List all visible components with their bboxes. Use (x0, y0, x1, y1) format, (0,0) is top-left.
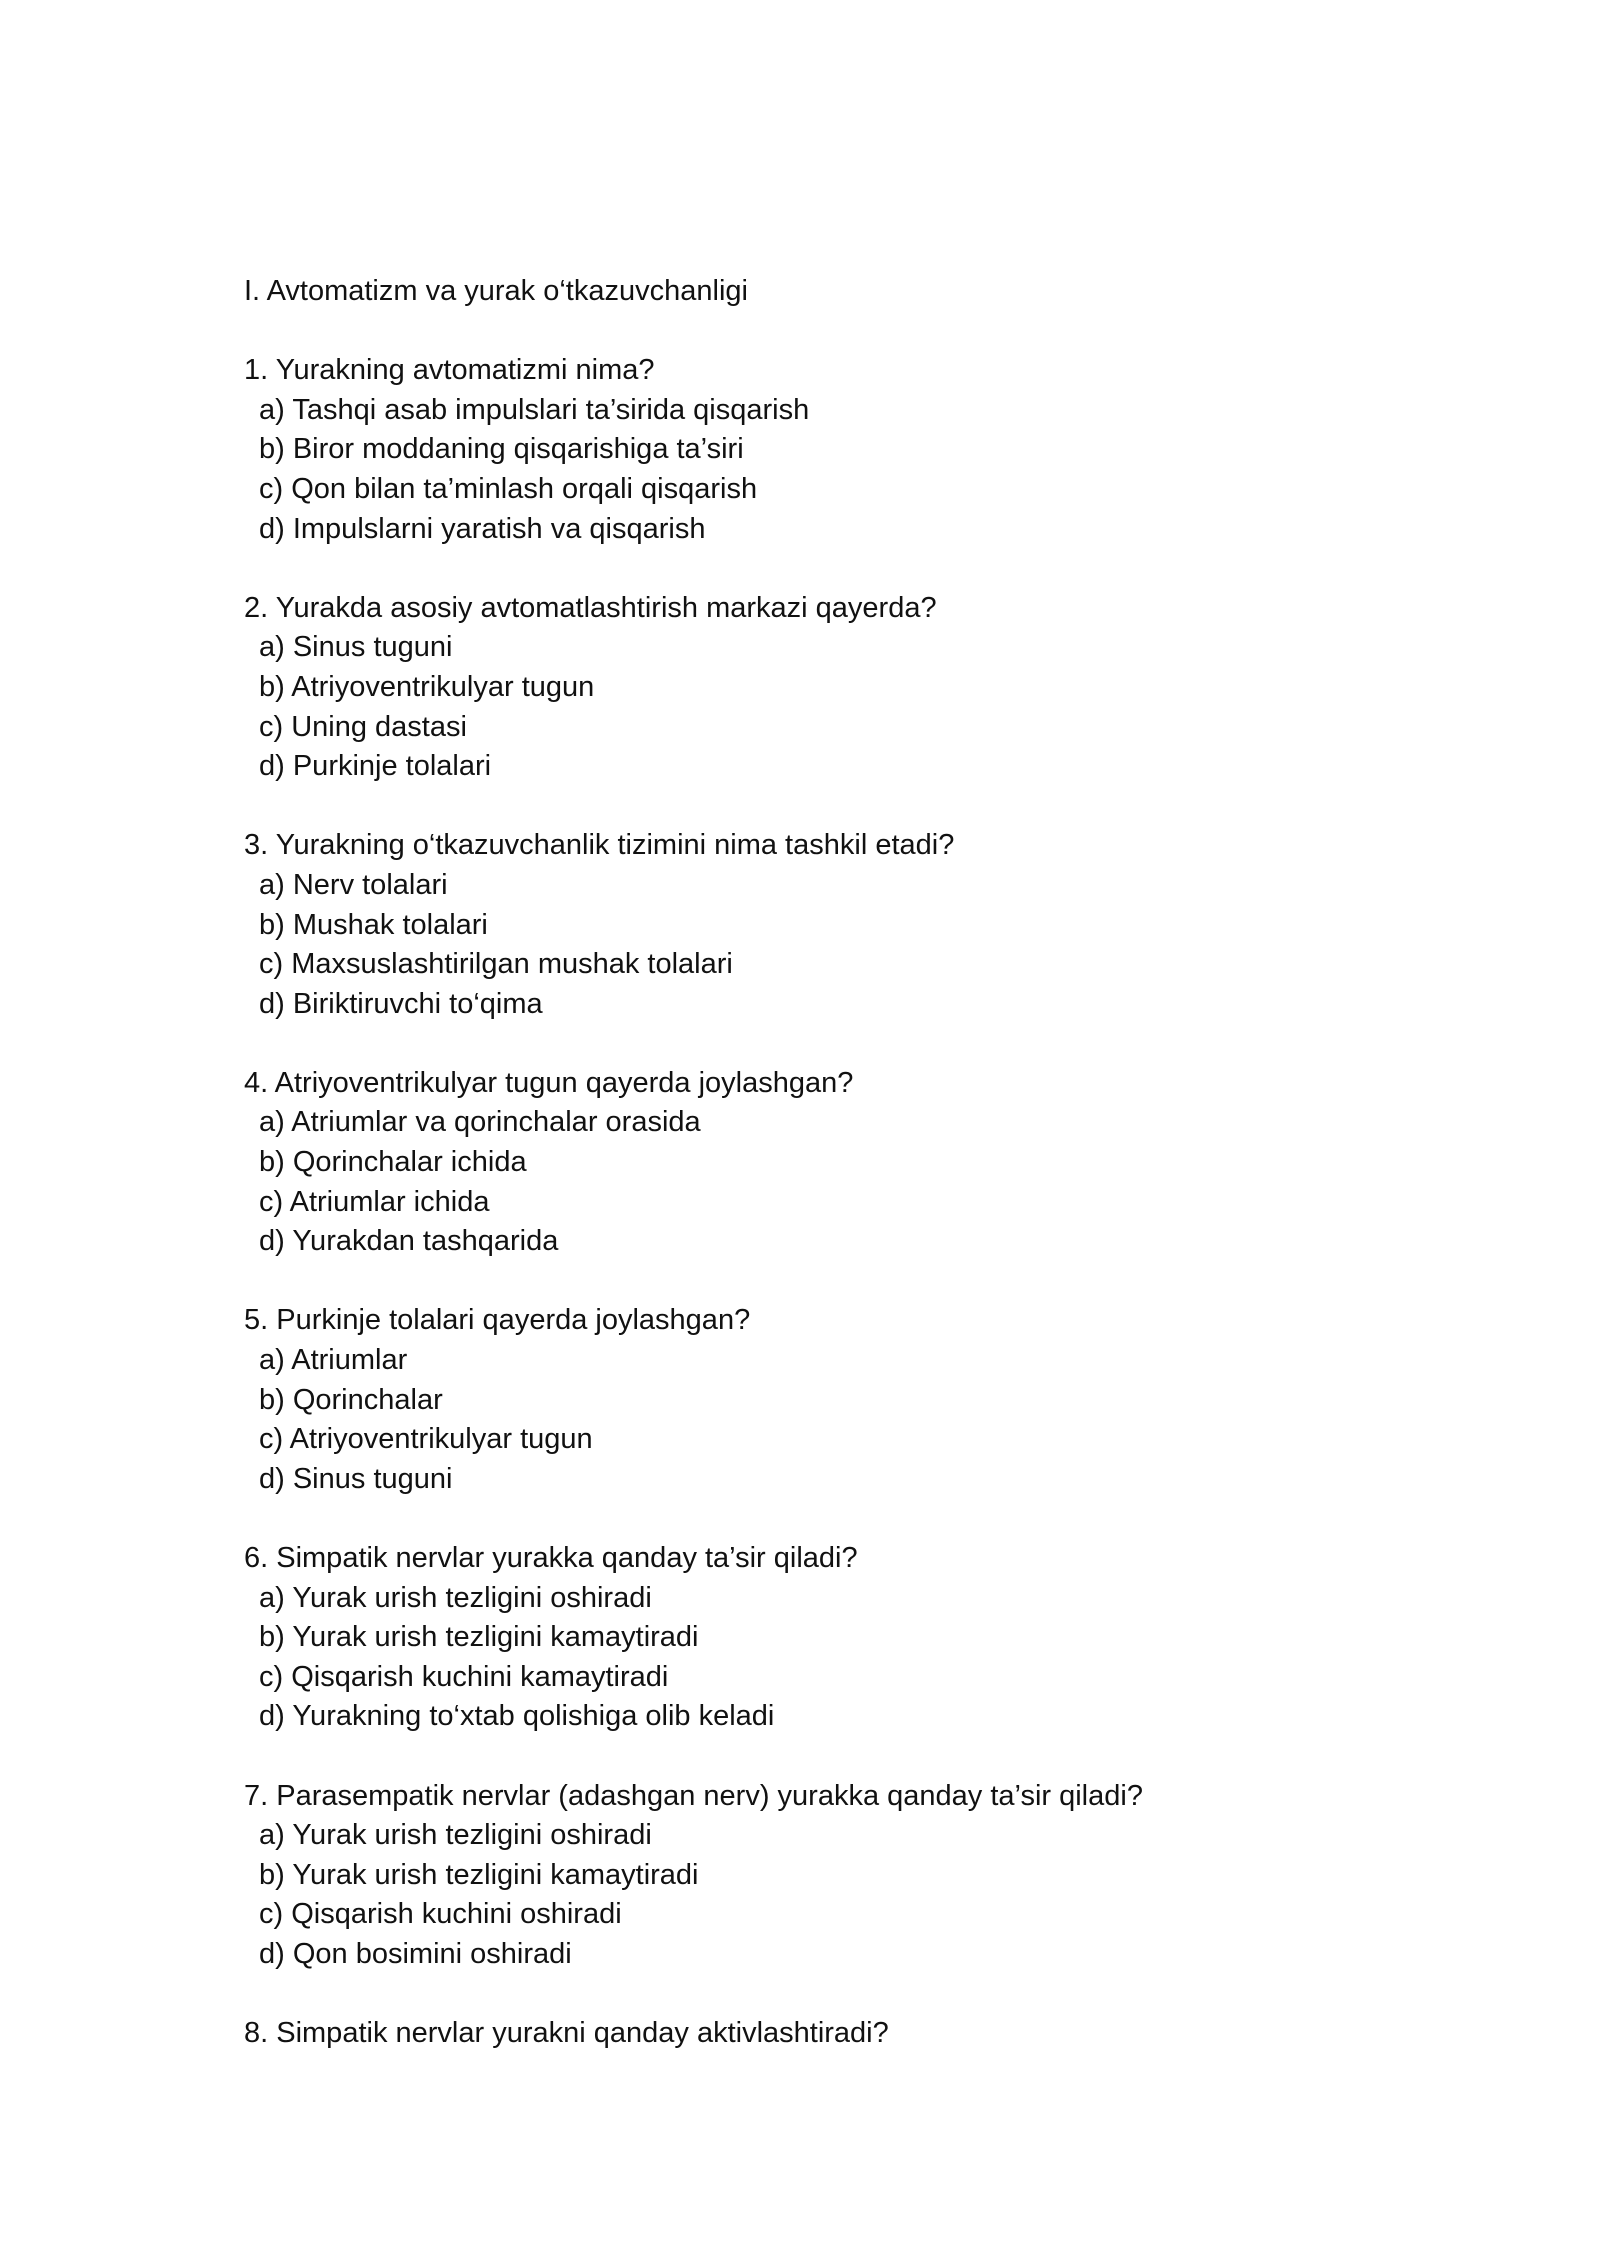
answer-option-b: b) Yurak urish tezligini kamaytiradi (259, 1621, 699, 1654)
answer-option-b: b) Yurak urish tezligini kamaytiradi (259, 1858, 699, 1891)
answer-option-b: b) Qorinchalar (259, 1383, 443, 1416)
question-text: 6. Simpatik nervlar yurakka qanday ta’sir qiladi? (244, 1542, 858, 1574)
spacer (244, 787, 1480, 827)
answer-option-d: d) Biriktiruvchi to‘qima (259, 987, 543, 1020)
answer-option-a: a) Tashqi asab impulslari ta’sirida qisqarish (259, 393, 810, 426)
answer-option-c: c) Qon bilan ta’minlash orqali qisqarish (259, 472, 758, 505)
question-block-3 (244, 826, 1480, 1024)
spacer (244, 312, 1480, 352)
answer-option-d: d) Sinus tuguni (259, 1462, 453, 1495)
answer-option-d: d) Yurakdan tashqarida (259, 1225, 559, 1258)
answer-option-a: a) Atriumlar (259, 1344, 408, 1377)
question-block-1 (244, 351, 1480, 549)
answer-option-a: a) Yurak urish tezligini oshiradi (259, 1819, 652, 1852)
section-title: I. Avtomatizm va yurak o‘tkazuvchanligi (244, 275, 748, 307)
answer-option-c: c) Qisqarish kuchini kamaytiradi (259, 1660, 669, 1693)
answer-option-d: d) Impulslarni yaratish va qisqarish (259, 512, 706, 545)
answer-option-d: d) Purkinje tolalari (259, 750, 492, 783)
question-block-7 (244, 1777, 1480, 1975)
spacer (244, 1024, 1480, 1064)
question-block-8 (244, 2014, 1480, 2054)
question-text: 2. Yurakda asosiy avtomatlashtirish markazi qayerda? (244, 591, 937, 624)
spacer (244, 1737, 1480, 1777)
question-text: 8. Simpatik nervlar yurakni qanday aktivlashtiradi? (244, 2017, 889, 2050)
answer-option-b: b) Mushak tolalari (259, 908, 488, 941)
answer-option-b: b) Qorinchalar ichida (259, 1146, 527, 1179)
answer-option-a: a) Nerv tolalari (259, 868, 448, 901)
answer-option-b: b) Biror moddaning qisqarishiga ta’siri (259, 433, 744, 466)
question-text: 7. Parasempatik nervlar (adashgan nerv) yurakka qanday ta’sir qiladi? (244, 1779, 1143, 1812)
answer-option-a: a) Sinus tuguni (259, 631, 453, 664)
spacer (244, 1975, 1480, 2015)
answer-option-d: d) Qon bosimini oshiradi (259, 1937, 572, 1970)
question-block-4 (244, 1064, 1480, 1262)
spacer (244, 1499, 1480, 1539)
answer-option-c: c) Atriyoventrikulyar tugun (259, 1423, 593, 1456)
answer-option-b: b) Atriyoventrikulyar tugun (259, 670, 595, 703)
question-block-5 (244, 1301, 1480, 1499)
answer-option-c: c) Atriumlar ichida (259, 1185, 490, 1218)
spacer (244, 549, 1480, 589)
question-block-6 (244, 1539, 1480, 1737)
question-text: 5. Purkinje tolalari qayerda joylashgan? (244, 1304, 751, 1337)
question-text: 3. Yurakning o‘tkazuvchanlik tizimini nima tashkil etadi? (244, 829, 955, 862)
question-block-2 (244, 589, 1480, 787)
answer-option-c: c) Maxsuslashtirilgan mushak tolalari (259, 948, 733, 981)
answer-option-d: d) Yurakning to‘xtab qolishiga olib keladi (259, 1700, 775, 1733)
answer-option-a: a) Yurak urish tezligini oshiradi (259, 1581, 652, 1614)
answer-option-c: c) Qisqarish kuchini oshiradi (259, 1898, 622, 1931)
question-text: 1. Yurakning avtomatizmi nima? (244, 354, 655, 387)
answer-option-c: c) Uning dastasi (259, 710, 467, 743)
answer-option-a: a) Atriumlar va qorinchalar orasida (259, 1106, 701, 1139)
spacer (244, 1262, 1480, 1302)
question-text: 4. Atriyoventrikulyar tugun qayerda joylashgan? (244, 1066, 854, 1099)
